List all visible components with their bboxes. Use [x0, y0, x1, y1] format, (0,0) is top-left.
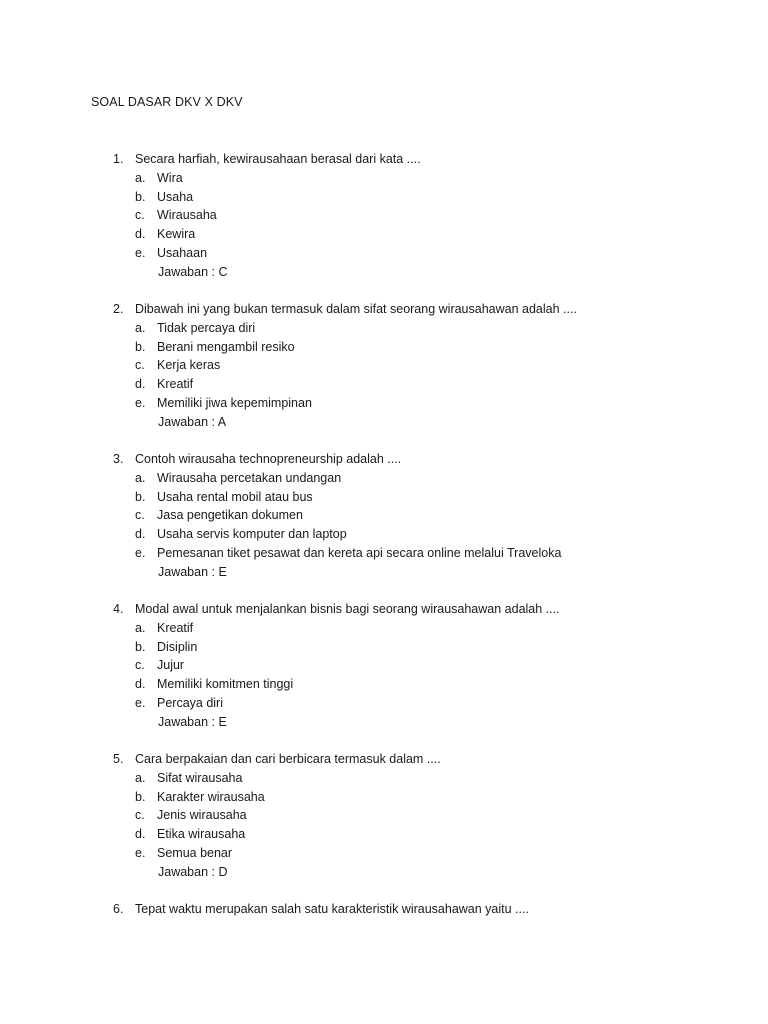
question-text: Dibawah ini yang bukan termasuk dalam sifat seorang wirausahawan adalah .... — [135, 302, 577, 316]
answer-label: Jawaban : — [158, 564, 215, 579]
answer-line — [113, 413, 713, 432]
option-letter: d. — [135, 827, 146, 842]
option-letter: b. — [135, 189, 146, 204]
question-1 — [113, 150, 713, 282]
option — [113, 469, 713, 488]
option-text: Wirausaha — [157, 208, 217, 223]
document-title: SOAL DASAR DKV X DKV — [91, 95, 243, 109]
question-text: Secara harfiah, kewirausahaan berasal dari kata .... — [135, 152, 421, 166]
option-text: Pemesanan tiket pesawat dan kereta api secara online melalui Traveloka — [157, 545, 562, 560]
answer-label: Jawaban : — [158, 264, 215, 279]
question-text: Cara berpakaian dan cari berbicara termasuk dalam .... — [135, 752, 441, 766]
answer-value: E — [218, 714, 227, 729]
option — [113, 544, 713, 563]
option-letter: d. — [135, 677, 146, 692]
question-number: 4. — [113, 602, 124, 616]
question-5 — [113, 750, 713, 882]
option-text: Kewira — [157, 227, 196, 242]
option-text: Memiliki komitmen tinggi — [157, 677, 294, 692]
option-letter: e. — [135, 395, 146, 410]
option — [113, 319, 713, 338]
question-text: Tepat waktu merupakan salah satu karakteristik wirausahawan yaitu .... — [135, 902, 529, 916]
option — [113, 506, 713, 525]
option — [113, 206, 713, 225]
option-letter: c. — [135, 808, 145, 823]
option-letter: b. — [135, 639, 146, 654]
option — [113, 244, 713, 263]
answer-value: E — [218, 564, 227, 579]
option-letter: a. — [135, 320, 146, 335]
option-text: Kerja keras — [157, 358, 221, 373]
question-text: Modal awal untuk menjalankan bisnis bagi seorang wirausahawan adalah .... — [135, 602, 560, 616]
option-letter: e. — [135, 545, 146, 560]
option — [113, 844, 713, 863]
option-letter: c. — [135, 208, 145, 223]
question-line — [113, 750, 713, 769]
option-text: Jujur — [157, 658, 185, 673]
question-line — [113, 900, 713, 919]
question-4 — [113, 600, 713, 732]
option-text: Jenis wirausaha — [157, 808, 247, 823]
option-text: Etika wirausaha — [157, 827, 246, 842]
option-letter: d. — [135, 527, 146, 542]
answer-line — [113, 563, 713, 582]
answer-label: Jawaban : — [158, 864, 215, 879]
answer-value: C — [218, 264, 228, 279]
option-text: Kreatif — [157, 620, 194, 635]
question-6 — [113, 900, 713, 919]
option-text: Wira — [157, 170, 183, 185]
option — [113, 225, 713, 244]
option-text: Sifat wirausaha — [157, 770, 243, 785]
option — [113, 619, 713, 638]
question-line — [113, 600, 713, 619]
option-letter: a. — [135, 770, 146, 785]
option-text: Berani mengambil resiko — [157, 339, 295, 354]
option — [113, 769, 713, 788]
option — [113, 338, 713, 357]
option-text: Wirausaha percetakan undangan — [157, 470, 342, 485]
option-text: Memiliki jiwa kepemimpinan — [157, 395, 312, 410]
answer-line — [113, 263, 713, 282]
question-number: 1. — [113, 152, 124, 166]
question-line — [113, 450, 713, 469]
answer-line — [113, 863, 713, 882]
option — [113, 825, 713, 844]
option-letter: e. — [135, 845, 146, 860]
option-text: Karakter wirausaha — [157, 789, 265, 804]
answer-value: D — [218, 864, 228, 879]
option — [113, 694, 713, 713]
question-2 — [113, 300, 713, 432]
option-text: Disiplin — [157, 639, 198, 654]
option-letter: a. — [135, 620, 146, 635]
option — [113, 806, 713, 825]
option — [113, 638, 713, 657]
option-text: Usahaan — [157, 245, 208, 260]
option-text: Usaha — [157, 189, 194, 204]
option-text: Semua benar — [157, 845, 233, 860]
option — [113, 188, 713, 207]
option-text: Tidak percaya diri — [157, 320, 256, 335]
answer-value: A — [217, 414, 227, 429]
option-letter: c. — [135, 508, 145, 523]
option-text: Percaya diri — [157, 695, 223, 710]
answer-label: Jawaban : — [158, 414, 215, 429]
option — [113, 375, 713, 394]
option-letter: a. — [135, 470, 146, 485]
option-text: Kreatif — [157, 377, 194, 392]
answer-label: Jawaban : — [158, 714, 215, 729]
question-line — [113, 150, 713, 169]
option-letter: b. — [135, 489, 146, 504]
option-text: Jasa pengetikan dokumen — [157, 508, 303, 523]
option-letter: d. — [135, 227, 146, 242]
option-text: Usaha rental mobil atau bus — [157, 489, 313, 504]
option — [113, 788, 713, 807]
option-letter: b. — [135, 339, 146, 354]
question-text: Contoh wirausaha technopreneurship adalah .... — [135, 452, 402, 466]
option-letter: e. — [135, 695, 146, 710]
question-number: 5. — [113, 752, 124, 766]
option — [113, 656, 713, 675]
option-letter: d. — [135, 377, 146, 392]
option-letter: b. — [135, 789, 146, 804]
option-letter: a. — [135, 170, 146, 185]
question-number: 6. — [113, 902, 124, 916]
option-text: Usaha servis komputer dan laptop — [157, 527, 347, 542]
answer-line — [113, 713, 713, 732]
option — [113, 169, 713, 188]
option-letter: c. — [135, 358, 145, 373]
option — [113, 394, 713, 413]
question-number: 2. — [113, 302, 124, 316]
option — [113, 675, 713, 694]
option — [113, 488, 713, 507]
question-number: 3. — [113, 452, 124, 466]
option — [113, 525, 713, 544]
option-letter: c. — [135, 658, 145, 673]
question-line — [113, 300, 713, 319]
option-letter: e. — [135, 245, 146, 260]
question-3 — [113, 450, 713, 582]
option — [113, 356, 713, 375]
